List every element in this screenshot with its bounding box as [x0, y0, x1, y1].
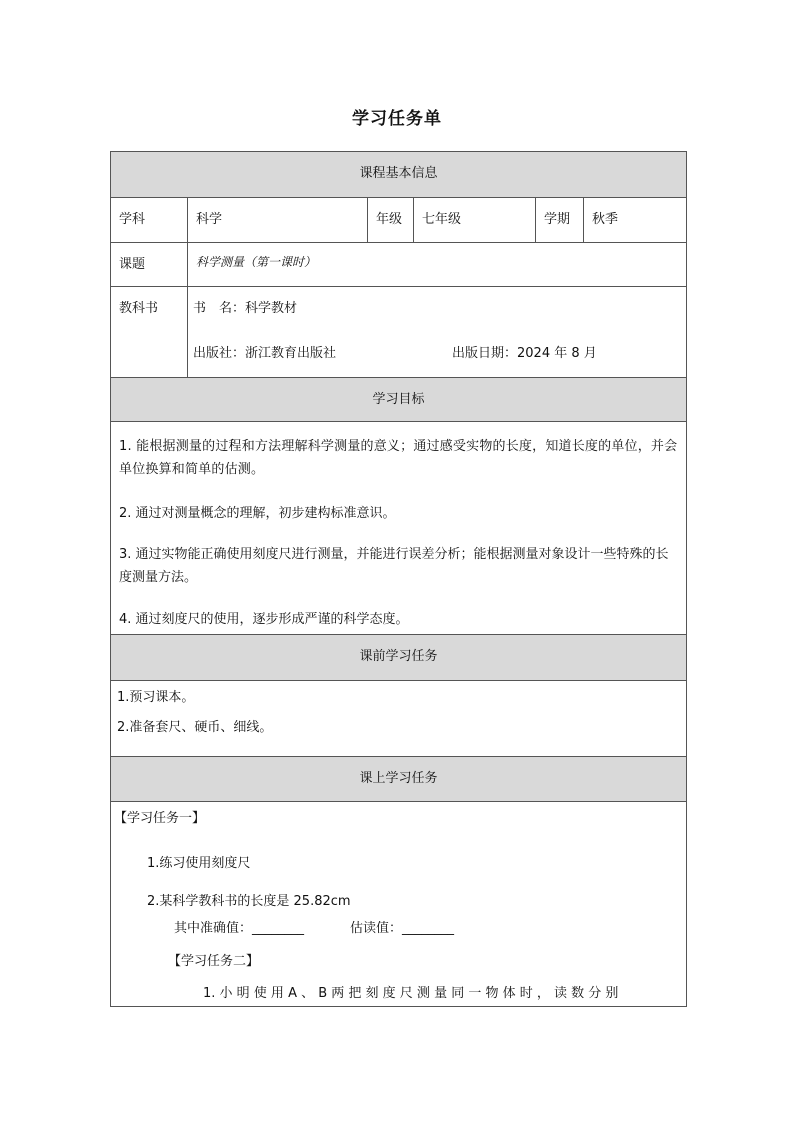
- term-value: 秋季: [592, 212, 619, 227]
- textbook-label: 教科书: [119, 301, 159, 316]
- publisher: 出版社：浙江教育出版社: [193, 346, 337, 361]
- pre-task-item: 1.预习课本。: [117, 690, 195, 705]
- task-table: [110, 151, 687, 1007]
- book-name: 书 名：科学教材: [193, 301, 298, 316]
- section-title: 课程基本信息: [359, 166, 438, 181]
- section-header-goals: [111, 378, 686, 422]
- section-header-basic-info: [111, 152, 686, 198]
- topic-label: 课题: [119, 257, 146, 272]
- task1-item: 1.练习使用刻度尺: [147, 856, 251, 871]
- section-header-in-class: [111, 757, 686, 802]
- goal-item: 1. 能根据测量的过程和方法理解科学测量的意义；通过感受实物的长度，知道长度的单位，并会单位换算和简单的估测。: [119, 439, 678, 477]
- goals-content: [111, 422, 686, 635]
- goal-item: 4. 通过刻度尺的使用，逐步形成严谨的科学态度。: [119, 612, 409, 627]
- info-row-textbook: [111, 287, 686, 378]
- pre-class-content: [111, 681, 686, 757]
- section-header-pre-class: [111, 635, 686, 681]
- task2-item: 1. 小 明 使 用 A 、 B 两 把 刻 度 尺 测 量 同 一 物 体 时 ， 读 数 分 别: [203, 986, 619, 1001]
- grade-label: 年级: [376, 212, 403, 227]
- topic-value: 科学测量（第一课时）: [196, 255, 317, 269]
- page-title: 学习任务单: [352, 109, 442, 129]
- grade-value: 七年级: [422, 212, 462, 227]
- info-row-subject: [111, 198, 686, 243]
- subject-label: 学科: [119, 212, 146, 227]
- info-row-topic: [111, 243, 686, 287]
- task2-heading: 【学习任务二】: [168, 954, 260, 969]
- section-title: 学习目标: [372, 392, 425, 407]
- estimate-value-blank: 估读值：________: [350, 921, 455, 936]
- task1-item: 2.某科学教科书的长度是 25.82cm: [147, 894, 351, 909]
- subject-value: 科学: [196, 212, 223, 227]
- in-class-content: [111, 802, 686, 1007]
- accurate-value-blank: 其中准确值：________: [174, 921, 305, 936]
- goal-item: 3. 通过实物能正确使用刻度尺进行测量，并能进行误差分析；能根据测量对象设计一些特殊的长度测量方法。: [119, 547, 669, 585]
- term-label: 学期: [544, 212, 571, 227]
- section-title: 课上学习任务: [359, 771, 438, 786]
- goal-item: 2. 通过对测量概念的理解，初步建构标准意识。: [119, 506, 396, 521]
- task1-heading: 【学习任务一】: [114, 811, 206, 826]
- publish-date: 出版日期：2024 年 8 月: [452, 346, 597, 361]
- section-title: 课前学习任务: [359, 649, 438, 664]
- pre-task-item: 2.准备套尺、硬币、细线。: [117, 720, 273, 735]
